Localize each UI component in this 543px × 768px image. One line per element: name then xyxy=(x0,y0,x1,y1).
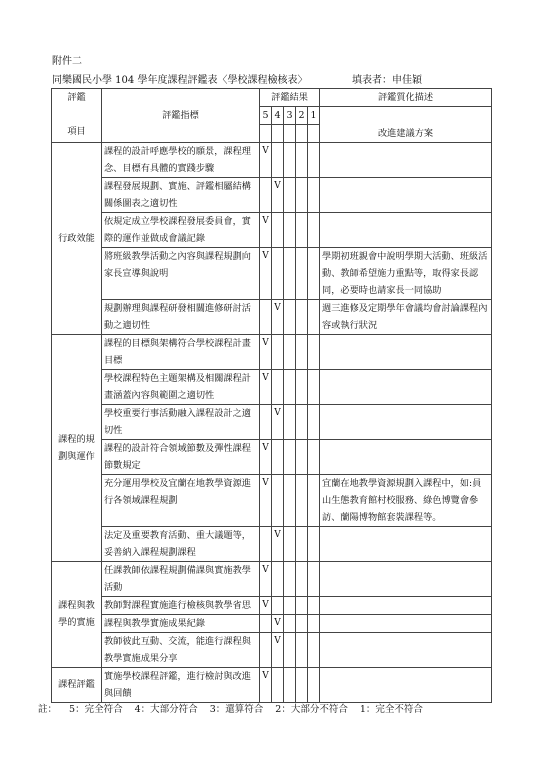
table-row xyxy=(52,142,492,177)
score-cell-5 xyxy=(260,334,272,369)
score-cell-2 xyxy=(296,614,308,632)
category-cell: 行政效能 xyxy=(52,142,102,334)
description-cell xyxy=(320,632,492,667)
indicator-cell: 將班級教學活動之內容與課程規劃向家長宣導與說明 xyxy=(102,247,260,299)
description-cell xyxy=(320,334,492,369)
form-headline xyxy=(52,71,422,86)
score-cell-5 xyxy=(260,561,272,596)
table-body xyxy=(52,142,492,702)
score-cell-3 xyxy=(284,299,296,334)
score-cell-4 xyxy=(272,632,284,667)
check-mark: V xyxy=(262,145,269,156)
score-cell-2 xyxy=(296,596,308,614)
header-item-top: 評鑑 xyxy=(67,92,86,103)
score-cell-3 xyxy=(284,474,296,526)
indicator-cell: 課程與教學實施成果紀錄 xyxy=(102,614,260,632)
score-cell-4 xyxy=(272,474,284,526)
score-cell-2 xyxy=(296,299,308,334)
legend-item-1: 1：完全不符合 xyxy=(359,704,423,715)
description-cell xyxy=(320,177,492,212)
score-cell-2 xyxy=(296,561,308,596)
score-cell-5 xyxy=(260,596,272,614)
table-row xyxy=(52,177,492,212)
score-cell-3 xyxy=(284,439,296,474)
score-cell-5 xyxy=(260,142,272,177)
legend-item-2: 2：大部分不符合 xyxy=(275,704,348,715)
score-cell-4 xyxy=(272,299,284,334)
indicator-cell: 課程的設計符合領域節數及彈性課程節數規定 xyxy=(102,439,260,474)
indicator-cell: 實施學校課程評鑑，進行檢討與改進與回饋 xyxy=(102,667,260,702)
score-cell-3 xyxy=(284,632,296,667)
description-cell xyxy=(320,212,492,247)
score-cell-5 xyxy=(260,369,272,404)
table-row xyxy=(52,474,492,526)
header-item-bottom: 項目 xyxy=(67,126,86,137)
score-cell-5 xyxy=(260,177,272,212)
form-title: 同樂國民小學 104 學年度課程評鑑表〈學校課程檢核表〉 xyxy=(52,75,308,86)
score-cell-1 xyxy=(308,667,320,702)
category-cell: 課程的規劃與運作 xyxy=(52,334,102,561)
indicator-cell: 課程的設計呼應學校的願景，課程理念、目標有具體的實踐步驟 xyxy=(102,142,260,177)
table-row xyxy=(52,667,492,702)
score-header-5: 5 xyxy=(260,107,272,125)
description-cell xyxy=(320,667,492,702)
score-cell-5 xyxy=(260,299,272,334)
check-mark: V xyxy=(274,407,281,418)
score-cell-2 xyxy=(296,404,308,439)
score-cell-3 xyxy=(284,142,296,177)
score-blank-5 xyxy=(260,125,272,143)
score-cell-3 xyxy=(284,526,296,561)
indicator-cell: 學校課程特色主題架構及相關課程計畫涵蓋內容與範圍之適切性 xyxy=(102,369,260,404)
indicator-cell: 任課教師依課程規劃備課與實施教學活動 xyxy=(102,561,260,596)
score-header-4: 4 xyxy=(272,107,284,125)
table-row xyxy=(52,369,492,404)
score-cell-1 xyxy=(308,299,320,334)
description-cell: 週三進修及定期學年會議均會討論課程內容或執行狀況 xyxy=(320,299,492,334)
category-cell: 課程評鑑 xyxy=(52,667,102,702)
score-cell-4 xyxy=(272,596,284,614)
check-mark: V xyxy=(274,302,281,313)
table-row xyxy=(52,439,492,474)
table-row xyxy=(52,334,492,369)
score-cell-2 xyxy=(296,142,308,177)
score-cell-4 xyxy=(272,561,284,596)
score-cell-3 xyxy=(284,561,296,596)
score-cell-1 xyxy=(308,404,320,439)
score-header-2: 2 xyxy=(296,107,308,125)
score-cell-4 xyxy=(272,526,284,561)
filler-name: 填表者：申佳穎 xyxy=(352,75,422,86)
score-blank-4 xyxy=(272,125,284,143)
description-cell xyxy=(320,614,492,632)
score-cell-2 xyxy=(296,439,308,474)
indicator-cell: 學校重要行事活動融入課程設計之適切性 xyxy=(102,404,260,439)
table-row xyxy=(52,299,492,334)
check-mark: V xyxy=(262,442,269,453)
score-cell-3 xyxy=(284,247,296,299)
description-cell xyxy=(320,404,492,439)
score-cell-3 xyxy=(284,212,296,247)
check-mark: V xyxy=(262,599,269,610)
table-row xyxy=(52,596,492,614)
score-cell-2 xyxy=(296,334,308,369)
header-result: 評鑑結果 xyxy=(260,89,320,107)
score-cell-4 xyxy=(272,177,284,212)
indicator-cell: 規劃辦理與課程研發相關進修研討活動之適切性 xyxy=(102,299,260,334)
table-row xyxy=(52,614,492,632)
score-cell-5 xyxy=(260,632,272,667)
score-cell-3 xyxy=(284,177,296,212)
score-cell-5 xyxy=(260,667,272,702)
check-mark: V xyxy=(262,250,269,261)
score-cell-3 xyxy=(284,404,296,439)
check-mark: V xyxy=(262,477,269,488)
indicator-cell: 充分運用學校及宜蘭在地教學資源進行各領域課程規劃 xyxy=(102,474,260,526)
score-cell-1 xyxy=(308,561,320,596)
score-cell-4 xyxy=(272,247,284,299)
score-cell-5 xyxy=(260,526,272,561)
score-cell-4 xyxy=(272,369,284,404)
score-blank-2 xyxy=(296,125,308,143)
header-desc-bottom: 改進建議方案 xyxy=(320,125,492,143)
score-cell-2 xyxy=(296,177,308,212)
score-cell-1 xyxy=(308,177,320,212)
score-cell-1 xyxy=(308,369,320,404)
score-cell-4 xyxy=(272,667,284,702)
legend-item-5: 5：完全符合 xyxy=(69,704,123,715)
check-mark: V xyxy=(274,180,281,191)
indicator-cell: 課程的目標與架構符合學校課程計畫目標 xyxy=(102,334,260,369)
score-cell-4 xyxy=(272,404,284,439)
legend-item-4: 4：大部分符合 xyxy=(134,704,198,715)
indicator-cell: 課程發展規劃、實施、評鑑相屬結構關係圖表之適切性 xyxy=(102,177,260,212)
evaluation-table xyxy=(51,88,492,703)
check-mark: V xyxy=(262,670,269,681)
score-cell-5 xyxy=(260,474,272,526)
score-cell-4 xyxy=(272,142,284,177)
indicator-cell: 教師彼此互動、交流，能進行課程與教學實施成果分享 xyxy=(102,632,260,667)
header-indicator-label: 評鑑指標 xyxy=(162,109,199,121)
score-cell-1 xyxy=(308,439,320,474)
score-cell-3 xyxy=(284,667,296,702)
header-item-cell xyxy=(52,89,102,143)
score-cell-2 xyxy=(296,667,308,702)
table-row xyxy=(52,404,492,439)
check-mark: V xyxy=(274,529,281,540)
score-cell-1 xyxy=(308,632,320,667)
score-blank-1 xyxy=(308,125,320,143)
score-cell-5 xyxy=(260,212,272,247)
score-cell-3 xyxy=(284,369,296,404)
score-cell-4 xyxy=(272,614,284,632)
score-cell-1 xyxy=(308,334,320,369)
score-blank-3 xyxy=(284,125,296,143)
description-cell xyxy=(320,561,492,596)
indicator-cell: 依規定成立學校課程發展委員會，實際的運作並做成會議記錄 xyxy=(102,212,260,247)
score-cell-1 xyxy=(308,596,320,614)
check-mark: V xyxy=(274,635,281,646)
score-cell-4 xyxy=(272,212,284,247)
indicator-cell: 法定及重要教育活動、重大議題等，妥善納入課程規劃課程 xyxy=(102,526,260,561)
table-row xyxy=(52,212,492,247)
score-header-1: 1 xyxy=(308,107,320,125)
check-mark: V xyxy=(262,564,269,575)
score-cell-3 xyxy=(284,334,296,369)
score-cell-5 xyxy=(260,247,272,299)
score-cell-1 xyxy=(308,474,320,526)
header-desc-top: 評鑑質化描述 xyxy=(320,89,492,107)
score-header-3: 3 xyxy=(284,107,296,125)
description-cell xyxy=(320,526,492,561)
score-cell-1 xyxy=(308,614,320,632)
score-cell-1 xyxy=(308,526,320,561)
category-cell: 課程與教學的實施 xyxy=(52,561,102,667)
legend-label: 註： xyxy=(38,704,58,715)
score-cell-1 xyxy=(308,212,320,247)
score-cell-1 xyxy=(308,247,320,299)
description-cell xyxy=(320,369,492,404)
check-mark: V xyxy=(262,215,269,226)
description-cell xyxy=(320,439,492,474)
header-desc-spacer xyxy=(320,107,492,125)
check-mark: V xyxy=(274,617,281,628)
description-cell: 宜蘭在地教學資源規劃入課程中，如:員山生態教育館村校服務、綠色博覽會參訪、蘭陽博物館套裝課程等。 xyxy=(320,474,492,526)
score-cell-5 xyxy=(260,404,272,439)
table-header-row-1 xyxy=(52,89,492,107)
score-cell-4 xyxy=(272,439,284,474)
score-cell-5 xyxy=(260,439,272,474)
description-cell: 學期初班親會中說明學期大活動、班級活動、教師希望施力重點等，取得家長認同，必要時也請家長一同協助 xyxy=(320,247,492,299)
score-cell-2 xyxy=(296,474,308,526)
table-row xyxy=(52,632,492,667)
table-row xyxy=(52,561,492,596)
score-cell-2 xyxy=(296,247,308,299)
check-mark: V xyxy=(262,337,269,348)
score-legend xyxy=(38,701,432,715)
score-cell-5 xyxy=(260,614,272,632)
score-cell-2 xyxy=(296,632,308,667)
score-cell-3 xyxy=(284,596,296,614)
header-indicator xyxy=(102,89,260,143)
score-cell-2 xyxy=(296,526,308,561)
attachment-label: 附件二 xyxy=(52,56,82,67)
score-cell-1 xyxy=(308,142,320,177)
legend-item-3: 3：還算符合 xyxy=(209,704,264,715)
table-row xyxy=(52,247,492,299)
score-cell-3 xyxy=(284,614,296,632)
description-cell xyxy=(320,596,492,614)
table-row xyxy=(52,526,492,561)
indicator-cell: 教師對課程實施進行檢核與教學省思 xyxy=(102,596,260,614)
score-cell-2 xyxy=(296,369,308,404)
check-mark: V xyxy=(262,372,269,383)
score-cell-4 xyxy=(272,334,284,369)
score-cell-2 xyxy=(296,212,308,247)
description-cell xyxy=(320,142,492,177)
